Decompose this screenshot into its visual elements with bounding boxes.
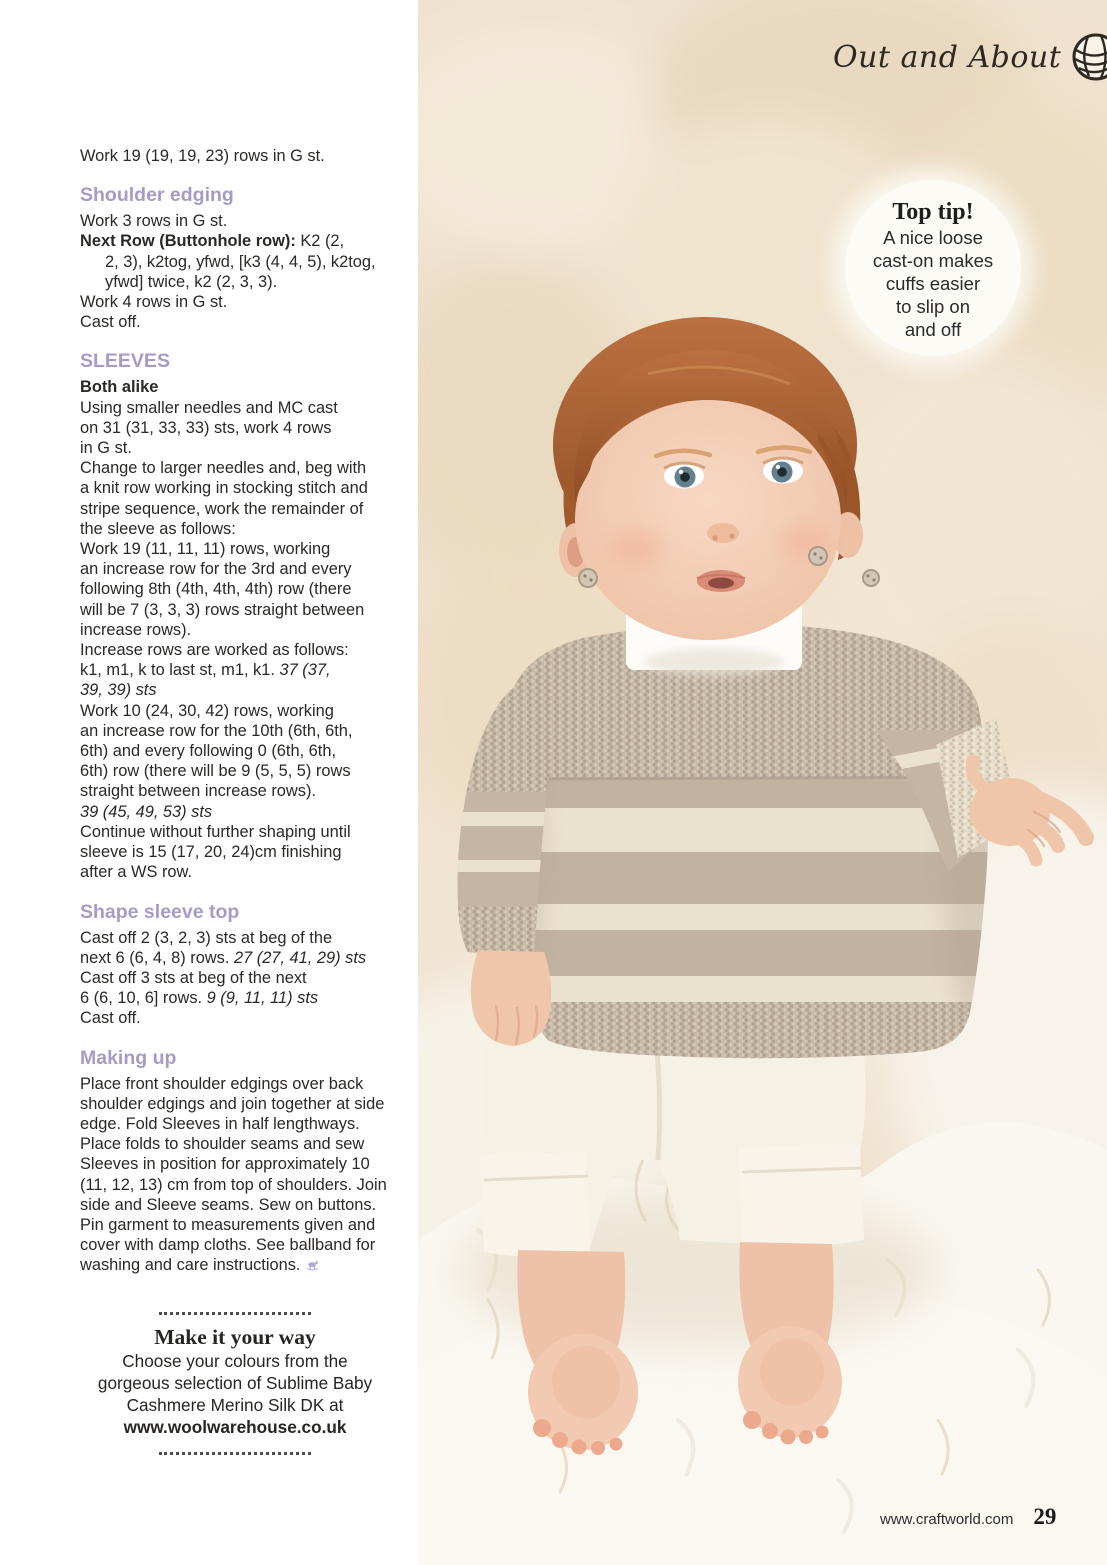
pattern-line: after a WS row. [80, 863, 193, 882]
pattern-line: an increase row for the 3rd and every [80, 560, 352, 579]
pattern-line: 6 (6, 10, 6] rows. 9 (9, 11, 11) sts [80, 989, 319, 1008]
dotted-separator [159, 1312, 311, 1315]
pattern-line: yfwd] twice, k2 (2, 3, 3). [105, 272, 278, 291]
promo-link: www.woolwarehouse.co.uk [123, 1416, 347, 1437]
promo-box [80, 1312, 390, 1455]
pattern-line: k1, m1, k to last st, m1, k1. 37 (37, [80, 661, 331, 680]
pattern-line: stripe sequence, work the remainder of [80, 499, 364, 518]
pattern-line: shoulder edgings and join together at side [80, 1094, 385, 1113]
pattern-line: 39, 39) sts [80, 681, 157, 700]
top-tip-line: cuffs easier [885, 273, 981, 294]
pattern-line: 2, 3), k2tog, yfwd, [k3 (4, 4, 5), k2tog, [105, 252, 376, 271]
section-heading-shape-sleeve-top: Shape sleeve top [80, 900, 240, 923]
top-tip-line: to slip on [895, 296, 971, 317]
yarn-ball-icon [1070, 30, 1107, 84]
pattern-line: Next Row (Buttonhole row): K2 (2, [80, 232, 345, 251]
pattern-line: will be 7 (3, 3, 3) rows straight between [80, 600, 365, 619]
promo-line: gorgeous selection of Sublime Baby [97, 1372, 373, 1393]
pattern-line: in G st. [80, 439, 132, 458]
pattern-line: increase rows). [80, 620, 192, 639]
section-heading-making-up: Making up [80, 1046, 177, 1069]
pattern-line: Cast off. [80, 313, 141, 332]
pattern-line: washing and care instructions. [80, 1255, 422, 1275]
pattern-line: Work 19 (19, 19, 23) rows in G st. [80, 147, 325, 165]
pattern-line: straight between increase rows). [80, 782, 316, 801]
pattern-line: Cast off. [80, 1009, 141, 1028]
pattern-line: Continue without further shaping until [80, 822, 351, 841]
pattern-line: Place folds to shoulder seams and sew [80, 1135, 365, 1154]
pattern-line: Both alike [80, 378, 159, 397]
pattern-line: Using smaller needles and MC cast [80, 398, 338, 417]
pattern-line: Cast off 3 sts at beg of the next [80, 968, 307, 987]
page-number: 29 [1033, 1504, 1057, 1529]
pattern-line: edge. Fold Sleeves in half lengthways. [80, 1114, 360, 1133]
pattern-line: Sleeves in position for approximately 10 [80, 1155, 370, 1174]
pattern-line: cover with damp cloths. See ballband for [80, 1236, 376, 1255]
promo-line: Choose your colours from the [122, 1350, 348, 1371]
section-title: Out and About [833, 39, 1062, 75]
pattern-line: Work 3 rows in G st. [80, 212, 228, 231]
pattern-line: Change to larger needles and, beg with [80, 459, 367, 478]
page-footer [880, 1504, 1056, 1530]
dotted-separator [159, 1452, 311, 1455]
top-tip-line: cast-on makes [872, 250, 994, 271]
top-tip-line: and off [904, 319, 962, 340]
pattern-line: sleeve is 15 (17, 20, 24)cm finishing [80, 843, 342, 862]
promo-title: Make it your way [154, 1324, 316, 1349]
pattern-line: following 8th (4th, 4th, 4th) row (there [80, 580, 352, 599]
section-header [833, 30, 1107, 84]
pattern-line: Increase rows are worked as follows: [80, 641, 349, 660]
rocking-horse-icon [305, 1258, 320, 1272]
section-heading-shoulder-edging: Shoulder edging [80, 184, 234, 207]
pattern-line: Work 19 (11, 11, 11) rows, working [80, 540, 331, 559]
pattern-line: a knit row working in stocking stitch and [80, 479, 368, 498]
pattern-line: (11, 12, 13) cm from top of shoulders. Join [80, 1175, 387, 1194]
pattern-line: Work 4 rows in G st. [80, 293, 228, 312]
pattern-line: 39 (45, 49, 53) sts [80, 802, 213, 821]
pattern-line: the sleeve as follows: [80, 519, 236, 538]
promo-line: Cashmere Merino Silk DK at [126, 1394, 344, 1415]
pattern-line: Pin garment to measurements given and [80, 1215, 376, 1234]
top-tip-line: A nice loose [883, 227, 983, 248]
footer-website: www.craftworld.com [880, 1511, 1014, 1528]
pattern-line: next 6 (6, 4, 8) rows. 27 (27, 41, 29) sts [80, 948, 367, 967]
pattern-column [80, 146, 422, 1455]
top-tip-bubble [845, 180, 1021, 356]
pattern-line: side and Sleeve seams. Sew on buttons. [80, 1195, 377, 1214]
pattern-line: Cast off 2 (3, 2, 3) sts at beg of the [80, 928, 333, 947]
pattern-line: 6th) row (there will be 9 (5, 5, 5) rows [80, 762, 351, 781]
pattern-line: Place front shoulder edgings over back [80, 1074, 364, 1093]
pattern-line: Work 10 (24, 30, 42) rows, working [80, 701, 334, 720]
pattern-line: an increase row for the 10th (6th, 6th, [80, 721, 353, 740]
pattern-line: 6th) and every following 0 (6th, 6th, [80, 742, 337, 761]
top-tip-title: Top tip! [892, 199, 974, 225]
section-heading-sleeves: SLEEVES [80, 350, 170, 373]
pattern-line: on 31 (31, 33, 33) sts, work 4 rows [80, 418, 332, 437]
